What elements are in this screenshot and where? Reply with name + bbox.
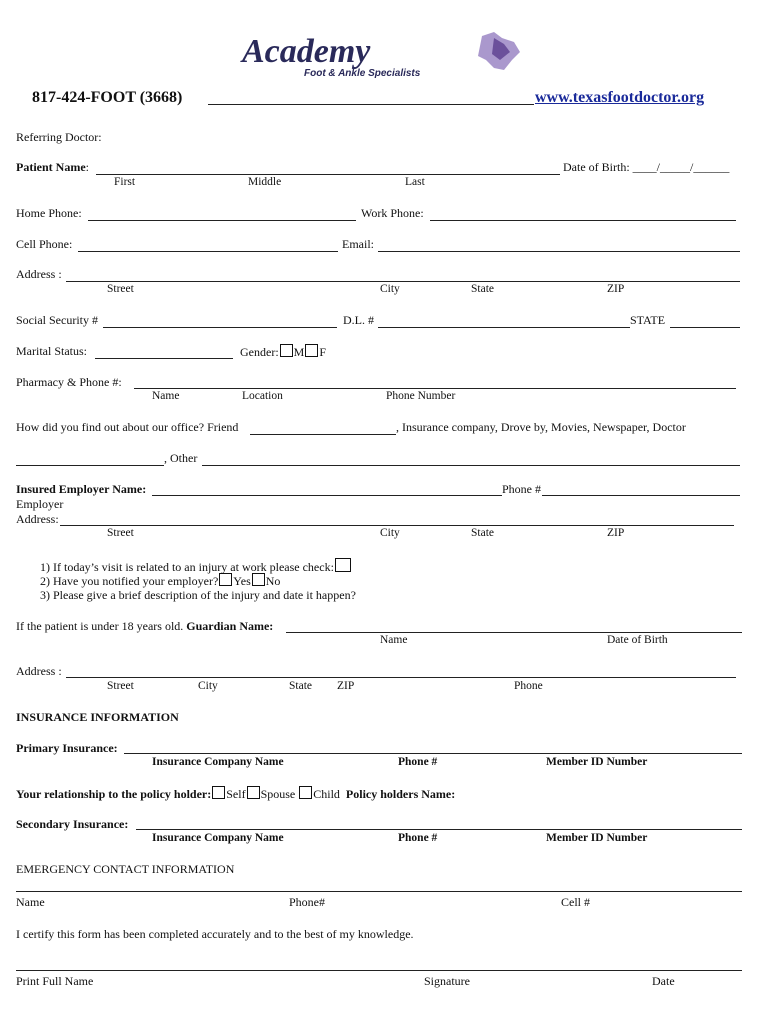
dl-state-field[interactable]	[670, 327, 740, 328]
address-label: Address :	[16, 267, 62, 281]
referral-other-field[interactable]	[202, 465, 740, 466]
gender-m-checkbox[interactable]	[280, 344, 293, 357]
emergency-name-label: Name	[16, 895, 45, 909]
state-label: State	[471, 283, 494, 295]
primary-insurance-field[interactable]	[124, 753, 742, 754]
emergency-contact-field[interactable]	[16, 891, 742, 892]
street-label: Street	[107, 283, 134, 295]
employer-street-label: Street	[107, 527, 134, 539]
employer-name-label: Insured Employer Name:	[16, 482, 147, 496]
injury-q2: 2) Have you notified your employer? Yes No	[40, 574, 281, 588]
office-phone: 817-424-FOOT (3668)	[32, 89, 183, 106]
referral-friend-field[interactable]	[250, 434, 396, 435]
address-field[interactable]	[66, 281, 740, 282]
guardian-name-field[interactable]	[286, 632, 742, 633]
primary-insurance-label: Primary Insurance:	[16, 741, 118, 755]
guardian-street-label: Street	[107, 680, 134, 692]
work-phone-field[interactable]	[430, 220, 736, 221]
website-link[interactable]: www.texasfootdoctor.org	[535, 89, 705, 106]
guardian-city-label: City	[198, 680, 218, 692]
email-label: Email:	[342, 237, 374, 251]
gender-f-checkbox[interactable]	[305, 344, 318, 357]
secondary-phone-sublabel: Phone #	[398, 832, 438, 844]
guardian-zip-label: ZIP	[337, 680, 355, 692]
marital-status-label: Marital Status:	[16, 344, 87, 358]
pharmacy-label: Pharmacy & Phone #:	[16, 375, 122, 389]
guardian-state-label: State	[289, 680, 312, 692]
gender-group: Gender: M F	[240, 345, 327, 359]
emergency-cell-label: Cell #	[561, 895, 590, 909]
cell-phone-field[interactable]	[78, 251, 338, 252]
notified-yes-checkbox[interactable]	[219, 573, 232, 586]
injury-q1: 1) If today’s visit is related to an injury at work please check:	[40, 558, 352, 575]
referral-other-label: , Other	[164, 451, 198, 465]
dl-state-label: STATE	[630, 313, 666, 327]
pharmacy-field[interactable]	[134, 388, 736, 389]
guardian-address-label: Address :	[16, 664, 62, 678]
academy-logo	[232, 30, 532, 80]
cell-phone-label: Cell Phone:	[16, 237, 73, 251]
pharmacy-name-label: Name	[152, 390, 180, 402]
logo-wordmark: Academy	[242, 33, 371, 70]
secondary-insurance-field[interactable]	[136, 829, 742, 830]
work-injury-checkbox[interactable]	[335, 558, 351, 572]
injury-q3: 3) Please give a brief description of the injury and date it happen?	[40, 588, 356, 602]
employer-phone-label: Phone #	[502, 482, 541, 496]
signature-line[interactable]	[16, 970, 742, 971]
patient-name-field[interactable]	[96, 174, 560, 175]
date-label: Date	[652, 974, 675, 988]
referral-question: How did you find out about our office? Friend	[16, 420, 239, 434]
notified-no-checkbox[interactable]	[252, 573, 265, 586]
primary-company-sublabel: Insurance Company Name	[152, 756, 284, 768]
signature-label: Signature	[424, 974, 470, 988]
print-name-label: Print Full Name	[16, 974, 94, 988]
employer-city-label: City	[380, 527, 400, 539]
referral-options: , Insurance company, Drove by, Movies, Newspaper, Doctor	[396, 420, 686, 434]
emergency-phone-label: Phone#	[289, 895, 325, 909]
guardian-name-sublabel: Name	[380, 634, 408, 646]
ssn-field[interactable]	[103, 327, 337, 328]
guardian-address-field[interactable]	[66, 677, 736, 678]
guardian-dob-sublabel: Date of Birth	[607, 634, 668, 646]
email-field[interactable]	[378, 251, 740, 252]
patient-name-label: Patient Name:	[16, 160, 89, 174]
certification-statement: I certify this form has been completed accurately and to the best of my knowledge.	[16, 927, 414, 941]
employer-address-field[interactable]	[60, 525, 734, 526]
middle-label: Middle	[248, 176, 282, 188]
ssn-label: Social Security #	[16, 313, 98, 327]
secondary-company-sublabel: Insurance Company Name	[152, 832, 284, 844]
employer-state-label: State	[471, 527, 494, 539]
emergency-section-title: EMERGENCY CONTACT INFORMATION	[16, 862, 235, 876]
employer-label: Employer	[16, 497, 64, 511]
primary-phone-sublabel: Phone #	[398, 756, 438, 768]
employer-address-label: Address:	[16, 512, 59, 526]
employer-zip-label: ZIP	[607, 527, 625, 539]
pharmacy-location-label: Location	[242, 390, 283, 402]
dl-field[interactable]	[378, 327, 630, 328]
secondary-insurance-label: Secondary Insurance:	[16, 817, 129, 831]
relationship-spouse-checkbox[interactable]	[247, 786, 260, 799]
employer-name-field[interactable]	[152, 495, 502, 496]
dl-label: D.L. #	[343, 313, 374, 327]
zip-label: ZIP	[607, 283, 625, 295]
logo-tagline: Foot & Ankle Specialists	[304, 68, 421, 79]
primary-member-sublabel: Member ID Number	[546, 756, 648, 768]
marital-status-field[interactable]	[95, 358, 233, 359]
guardian-phone-label: Phone	[514, 680, 543, 692]
last-label: Last	[405, 176, 425, 188]
pharmacy-phone-label: Phone Number	[386, 390, 456, 402]
referring-doctor-label: Referring Doctor:	[16, 130, 102, 144]
referral-doctor-field[interactable]	[16, 465, 164, 466]
header-rule	[208, 104, 534, 105]
city-label: City	[380, 283, 400, 295]
first-label: First	[114, 176, 136, 188]
relationship-child-checkbox[interactable]	[299, 786, 312, 799]
employer-phone-field[interactable]	[542, 495, 740, 496]
relationship-self-checkbox[interactable]	[212, 786, 225, 799]
secondary-member-sublabel: Member ID Number	[546, 832, 648, 844]
dob-field[interactable]: Date of Birth: ____/_____/______	[563, 160, 730, 174]
insurance-section-title: INSURANCE INFORMATION	[16, 710, 179, 724]
home-phone-label: Home Phone:	[16, 206, 82, 220]
home-phone-field[interactable]	[88, 220, 356, 221]
relationship-row: Your relationship to the policy holder: Self Spouse Child Policy holders Name:	[16, 787, 456, 801]
guardian-label: If the patient is under 18 years old. Guardian Name:	[16, 619, 274, 633]
work-phone-label: Work Phone:	[361, 206, 424, 220]
